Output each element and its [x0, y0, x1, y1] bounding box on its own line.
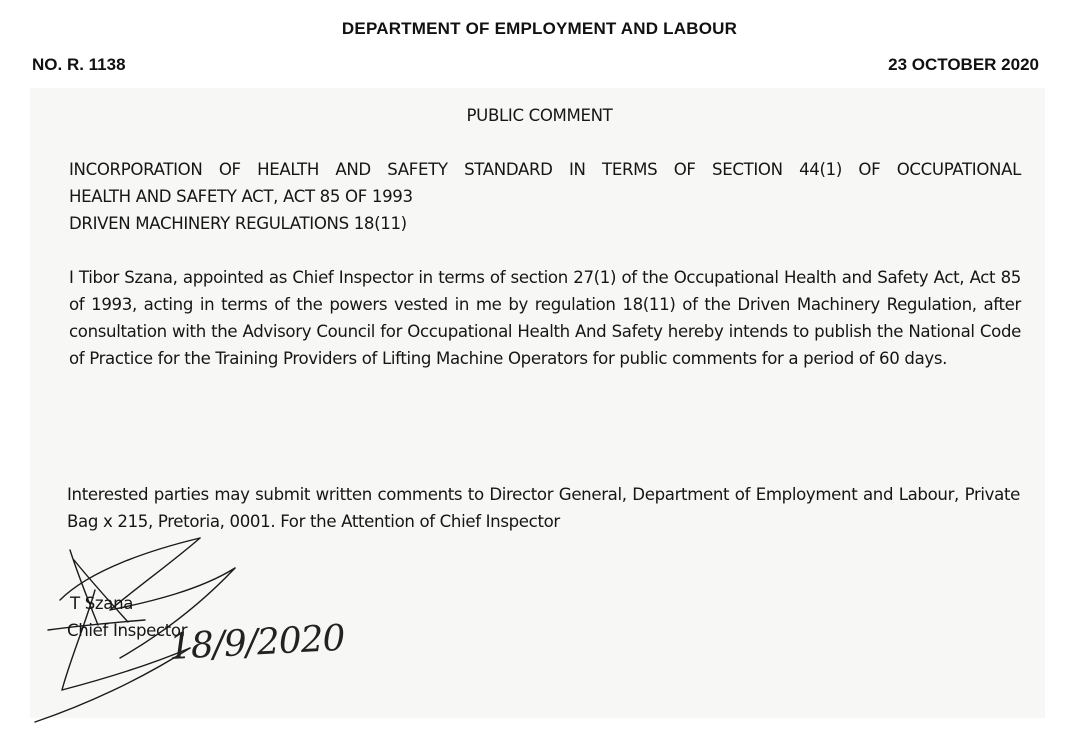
body-paragraph: I Tibor Szana, appointed as Chief Inspector in terms of section 27(1) of the Occupational Health and Safety Act, Act 85 of 1993, acting in terms of the powers vested in me by regulation 18(11) of the Driven Machinery Regulation, after consultation with the Advisory Council for Occupational Health And Safety hereby intends to publish the National Code of Practice for the Training Providers of Lifting Machine Operators for public comments for a period of 60 days. [69, 268, 1021, 368]
signatory-name: T Szana [70, 594, 134, 613]
signatory-title: Chief Inspector [67, 621, 188, 640]
notice-date: 23 OCTOBER 2020 [888, 55, 1039, 74]
notice-number: NO. R. 1138 [32, 55, 126, 74]
handwritten-date: 18/9/2020 [167, 617, 346, 668]
department-title: DEPARTMENT OF EMPLOYMENT AND LABOUR [341, 19, 738, 38]
heading-line: HEALTH AND SAFETY ACT, ACT 85 OF 1993 [69, 187, 413, 206]
document-heading [69, 156, 1021, 237]
heading-line: INCORPORATION OF HEALTH AND SAFETY STANDARD IN TERMS OF SECTION 44(1) OF OCCUPATIONAL [69, 160, 1021, 179]
interested-parties-paragraph: Interested parties may submit written comments to Director General, Department of Employment and Labour, Private Bag x 215, Pretoria, 0001. For the Attention of Chief Inspector [67, 485, 1020, 531]
document-subtitle: PUBLIC COMMENT [466, 106, 613, 125]
heading-line: DRIVEN MACHINERY REGULATIONS 18(11) [69, 214, 407, 233]
